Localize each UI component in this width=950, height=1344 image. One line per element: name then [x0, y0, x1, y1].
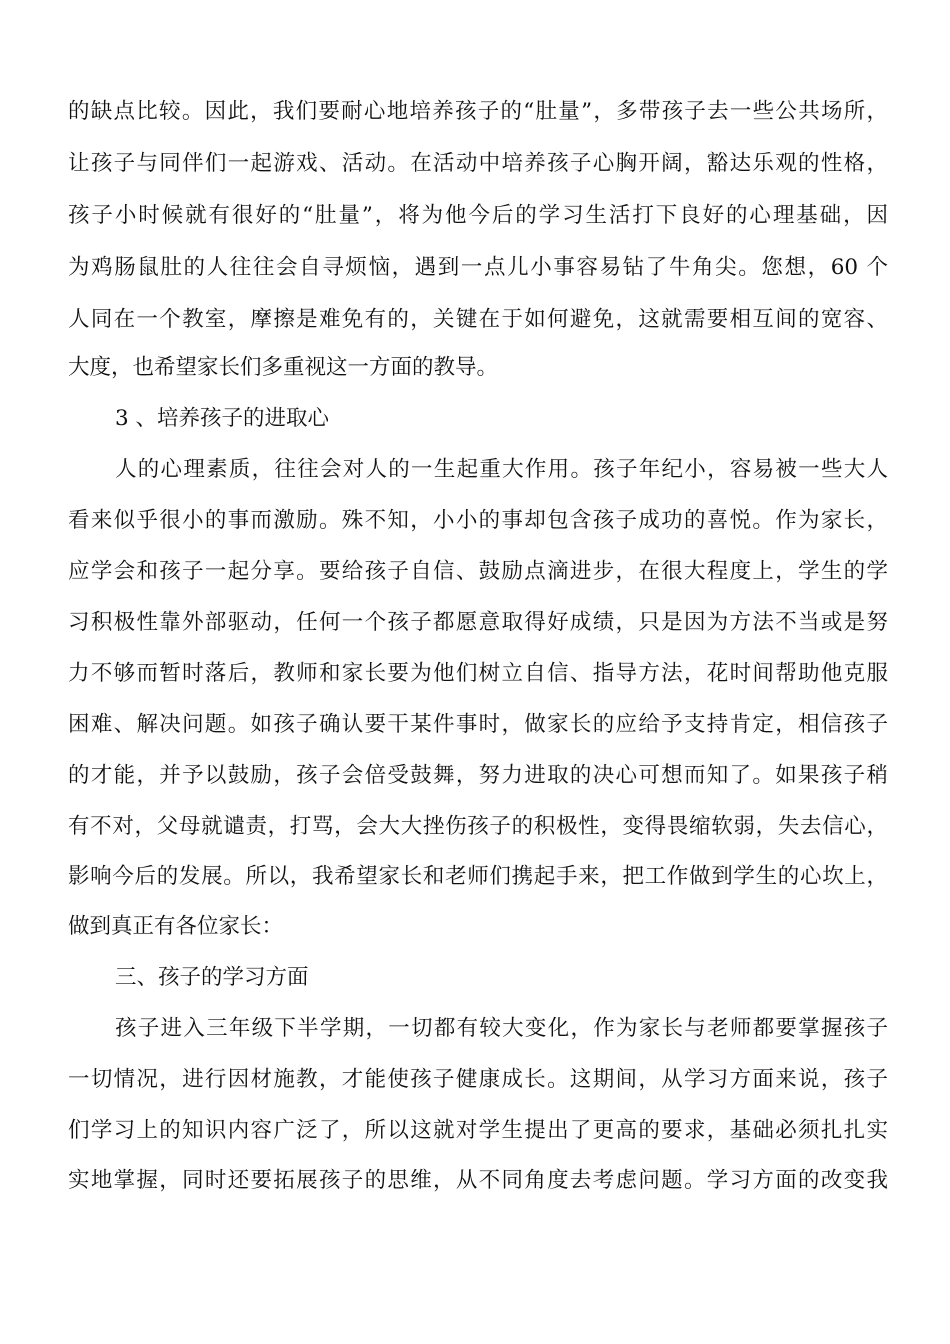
text-line: 们学习上的知识内容广泛了，所以这就对学生提出了更高的要求，基础必须扎扎实 [68, 1118, 888, 1143]
section-heading: 三、孩子的学习方面 [115, 965, 309, 990]
text-line: 困难、解决问题。如孩子确认要干某件事时，做家长的应给予支持肯定，相信孩子 [68, 712, 888, 737]
section-heading: 3 、培养孩子的进取心 [115, 406, 330, 431]
text-line: 为鸡肠鼠肚的人往往会自寻烦恼，遇到一点儿小事容易钻了牛角尖。您想，60 个 [68, 255, 888, 280]
text-line: 人的心理素质，往往会对人的一生起重大作用。孩子年纪小，容易被一些大人 [115, 457, 888, 482]
text-line: 人同在一个教室，摩擦是难免有的，关键在于如何避免，这就需要相互间的宽容、 [68, 307, 888, 332]
text-line: 孩子小时候就有很好的“肚量”，将为他今后的学习生活打下良好的心理基础，因 [68, 203, 888, 228]
text-line: 的缺点比较。因此，我们要耐心地培养孩子的“肚量”，多带孩子去一些公共场所， [68, 99, 888, 124]
text-line: 一切情况，进行因材施教，才能使孩子健康成长。这期间，从学习方面来说，孩子 [68, 1067, 888, 1092]
text-line: 做到真正有各位家长： [68, 914, 284, 939]
text-line: 看来似乎很小的事而激励。殊不知，小小的事却包含孩子成功的喜悦。作为家长， [68, 508, 888, 533]
text-line: 应学会和孩子一起分享。要给孩子自信、鼓励点滴进步，在很大程度上，学生的学 [68, 559, 888, 584]
text-line: 的才能，并予以鼓励，孩子会倍受鼓舞，努力进取的决心可想而知了。如果孩子稍 [68, 763, 888, 788]
text-line: 习积极性靠外部驱动，任何一个孩子都愿意取得好成绩，只是因为方法不当或是努 [68, 610, 888, 635]
text-line: 孩子进入三年级下半学期，一切都有较大变化，作为家长与老师都要掌握孩子 [115, 1016, 888, 1041]
text-line: 有不对，父母就谴责，打骂，会大大挫伤孩子的积极性，变得畏缩软弱，失去信心， [68, 814, 888, 839]
text-line: 实地掌握，同时还要拓展孩子的思维，从不同角度去考虑问题。学习方面的改变我 [68, 1168, 888, 1193]
text-line: 影响今后的发展。所以，我希望家长和老师们携起手来，把工作做到学生的心坎上， [68, 864, 888, 889]
text-line: 力不够而暂时落后，教师和家长要为他们树立自信、指导方法，花时间帮助他克服 [68, 661, 888, 686]
text-line: 大度，也希望家长们多重视这一方面的教导。 [68, 355, 499, 380]
text-line: 让孩子与同伴们一起游戏、活动。在活动中培养孩子心胸开阔，豁达乐观的性格， [68, 151, 888, 176]
